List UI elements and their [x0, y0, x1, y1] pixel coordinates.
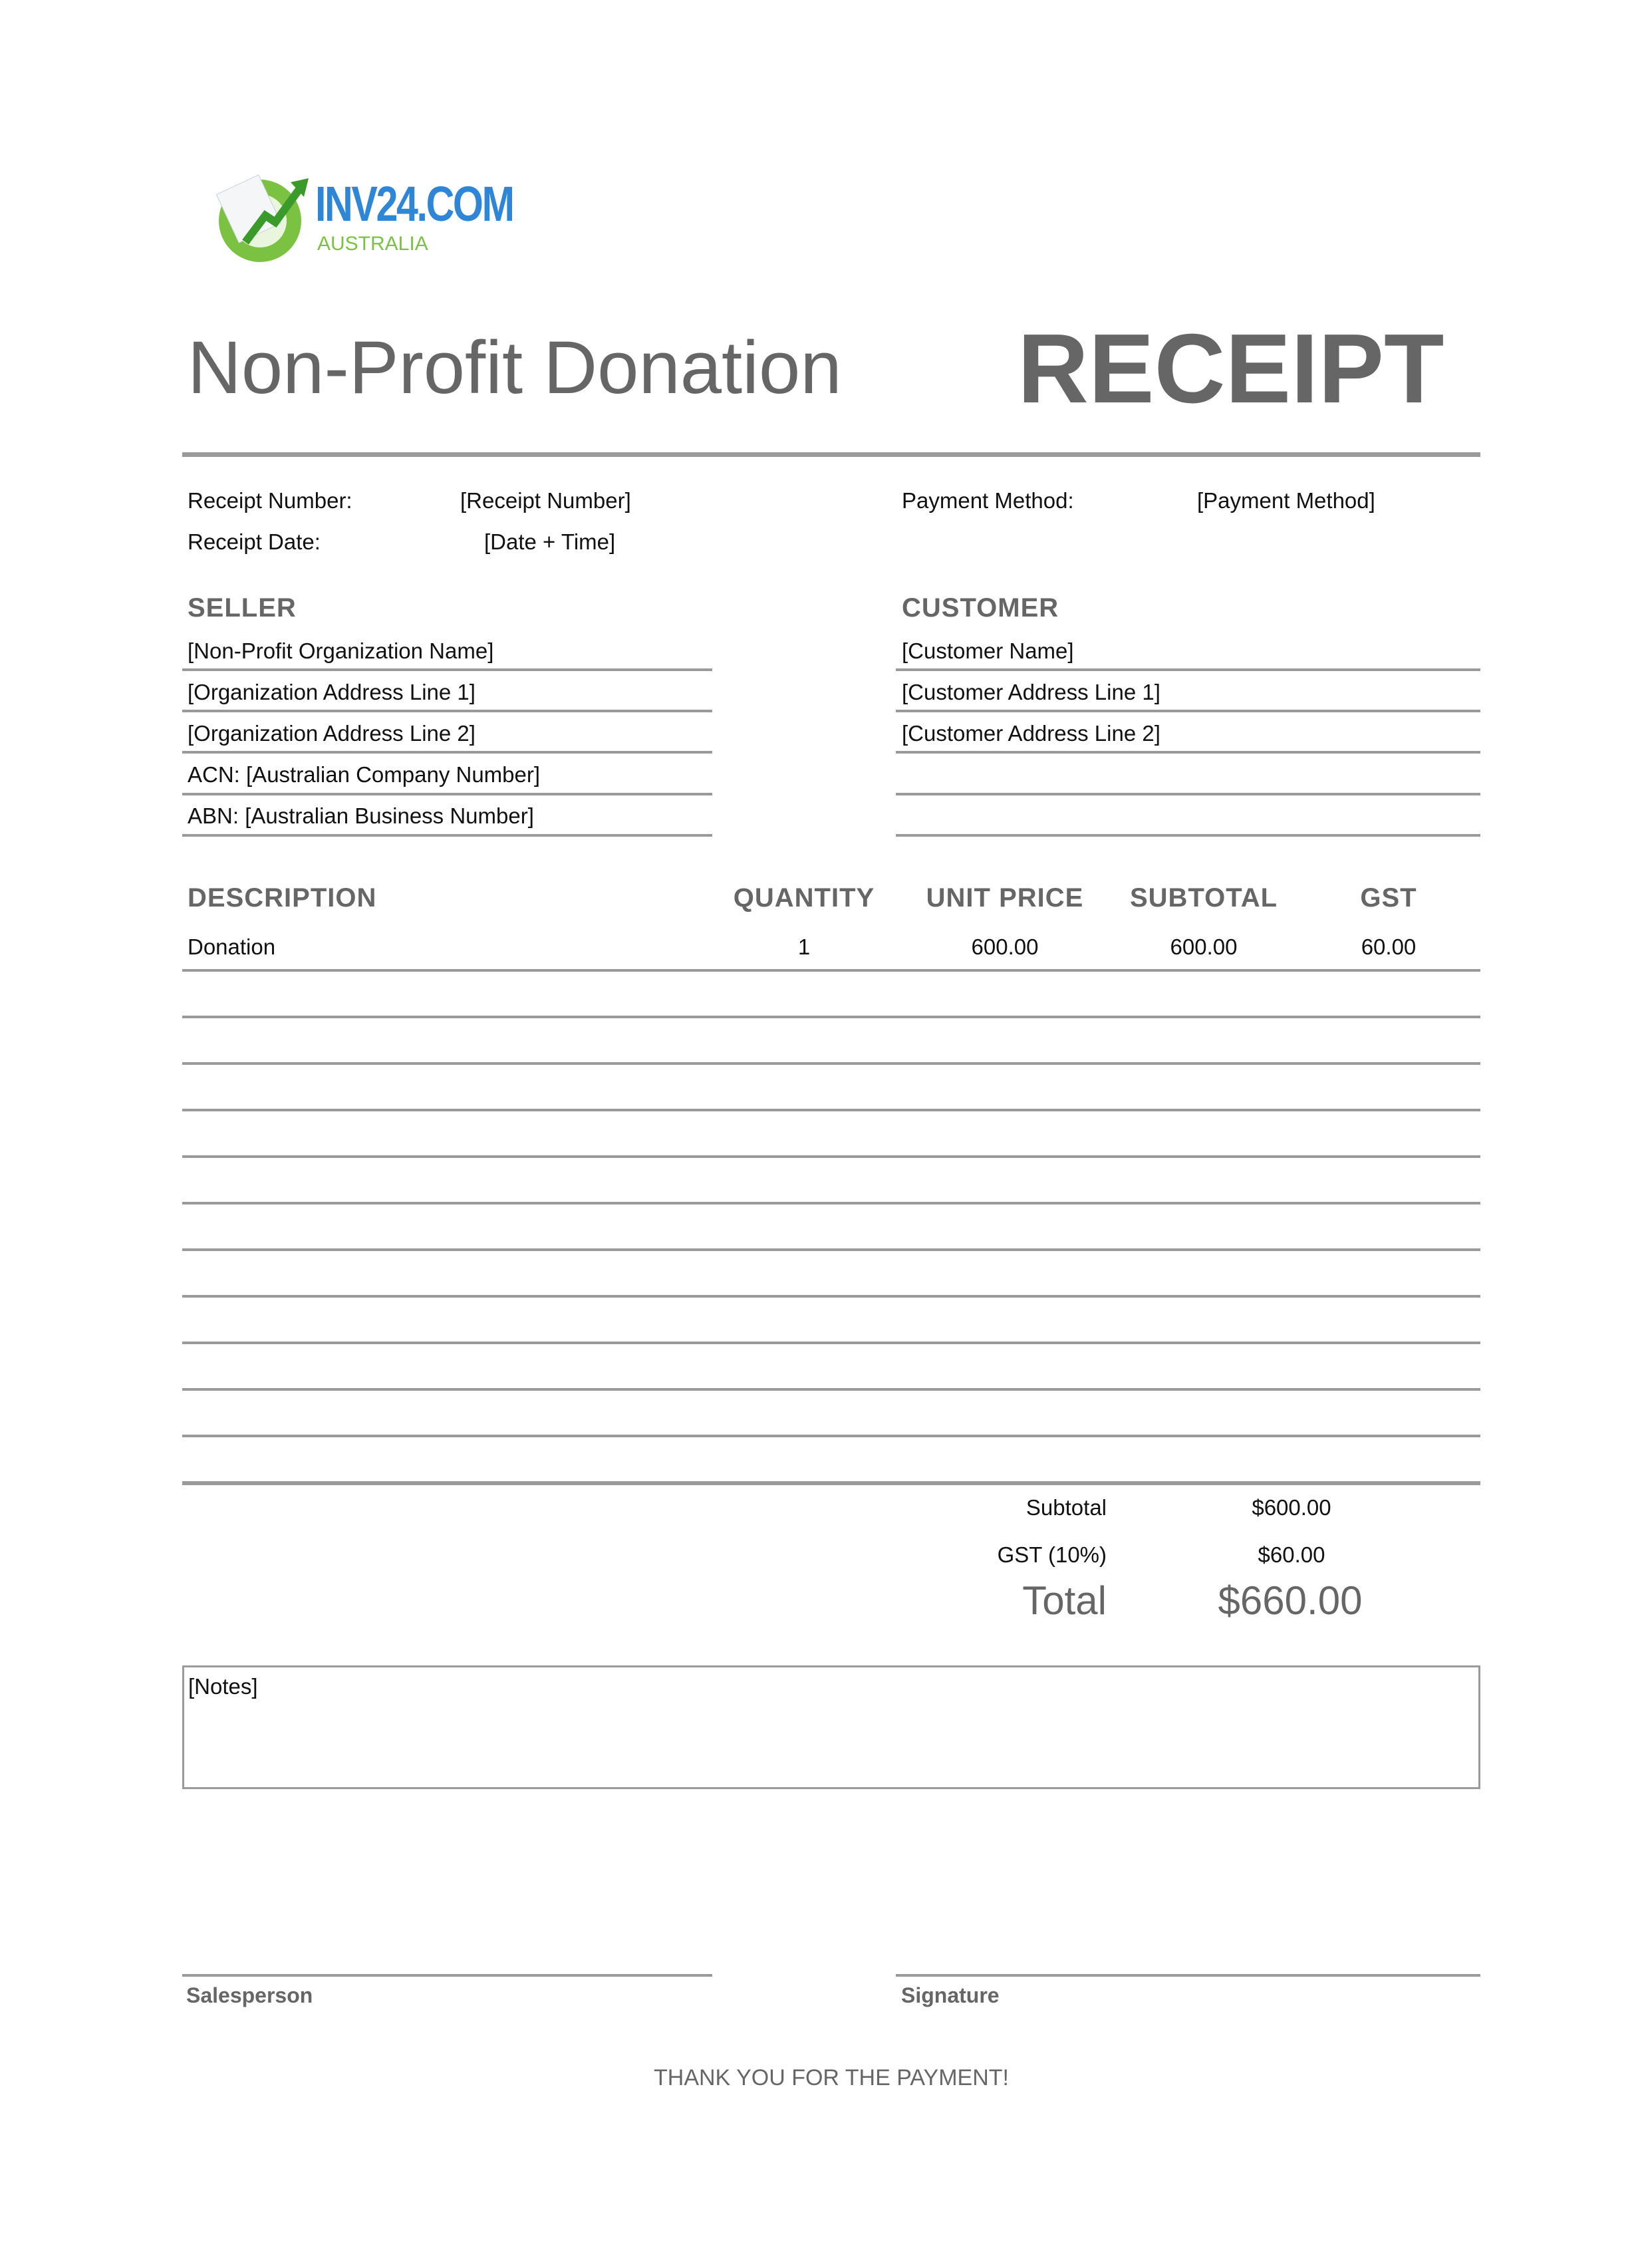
seller-line[interactable]: [Organization Address Line 1] [188, 680, 476, 704]
customer-line[interactable]: [Customer Name] [902, 638, 1074, 663]
cell-unit-price[interactable]: 600.00 [971, 934, 1039, 959]
cell-gst[interactable]: 60.00 [1361, 934, 1417, 959]
divider [182, 751, 712, 754]
cell-subtotal[interactable]: 600.00 [1170, 934, 1238, 959]
table-row-divider [182, 969, 1480, 972]
cell-description[interactable]: Donation [188, 934, 276, 959]
table-row-divider [182, 1248, 1480, 1251]
total-value: $660.00 [1218, 1578, 1363, 1623]
notes-text: [Notes] [188, 1674, 258, 1699]
receipt-number-value[interactable]: [Receipt Number] [460, 488, 631, 513]
receipt-heading: RECEIPT [1018, 314, 1444, 424]
thank-you-message: THANK YOU FOR THE PAYMENT! [654, 2065, 1009, 2090]
seller-line[interactable]: ACN: [Australian Company Number] [188, 762, 541, 787]
customer-line[interactable]: [Customer Address Line 2] [902, 721, 1160, 746]
logo-icon [212, 169, 312, 262]
salesperson-line[interactable] [182, 1974, 712, 1977]
table-row-divider [182, 1342, 1480, 1344]
cell-quantity[interactable]: 1 [797, 934, 811, 959]
divider [182, 834, 712, 837]
customer-line[interactable]: [Customer Address Line 1] [902, 680, 1160, 704]
table-row-divider [182, 1202, 1480, 1205]
receipt-date-label: Receipt Date: [188, 529, 321, 554]
seller-line[interactable]: [Non-Profit Organization Name] [188, 638, 494, 663]
signature-label: Signature [901, 1983, 1000, 2007]
seller-heading: SELLER [188, 593, 297, 623]
divider [896, 751, 1480, 754]
notes-box[interactable] [182, 1665, 1480, 1789]
salesperson-label: Salesperson [186, 1983, 313, 2007]
signature-line[interactable] [896, 1974, 1480, 1977]
column-header-unit-price: UNIT PRICE [926, 883, 1084, 913]
table-row-divider [182, 1388, 1480, 1391]
subtotal-label: Subtotal [1025, 1495, 1107, 1520]
column-header-quantity: QUANTITY [733, 883, 875, 913]
divider [182, 668, 712, 671]
divider [896, 710, 1480, 712]
table-bottom-divider [182, 1481, 1480, 1485]
divider [182, 710, 712, 712]
column-header-subtotal: SUBTOTAL [1129, 883, 1278, 913]
customer-heading: CUSTOMER [902, 593, 1059, 623]
column-header-description: DESCRIPTION [188, 883, 377, 913]
gst-value: $60.00 [1258, 1542, 1325, 1567]
table-row-divider [182, 1435, 1480, 1437]
divider [896, 834, 1480, 837]
table-row-divider [182, 1109, 1480, 1111]
divider [896, 668, 1480, 671]
total-label: Total [1022, 1578, 1107, 1623]
logo [212, 169, 513, 262]
table-row-divider [182, 1062, 1480, 1065]
receipt-number-label: Receipt Number: [188, 488, 352, 513]
table-row-divider [182, 1295, 1480, 1298]
divider [182, 793, 712, 795]
table-row-divider [182, 1016, 1480, 1018]
document-title: Non-Profit Donation [188, 326, 842, 409]
logo-brand: INV24.COM [315, 176, 513, 231]
payment-method-label: Payment Method: [902, 488, 1074, 513]
table-row-divider [182, 1155, 1480, 1158]
seller-line[interactable]: [Organization Address Line 2] [188, 721, 476, 746]
gst-label: GST (10%) [997, 1542, 1107, 1567]
header-divider [182, 452, 1480, 457]
logo-region: AUSTRALIA [317, 233, 428, 255]
payment-method-value[interactable]: [Payment Method] [1197, 488, 1375, 513]
seller-line[interactable]: ABN: [Australian Business Number] [188, 803, 534, 828]
column-header-gst: GST [1360, 883, 1417, 913]
divider [896, 793, 1480, 795]
receipt-date-value[interactable]: [Date + Time] [484, 529, 616, 554]
subtotal-value: $600.00 [1252, 1495, 1331, 1520]
